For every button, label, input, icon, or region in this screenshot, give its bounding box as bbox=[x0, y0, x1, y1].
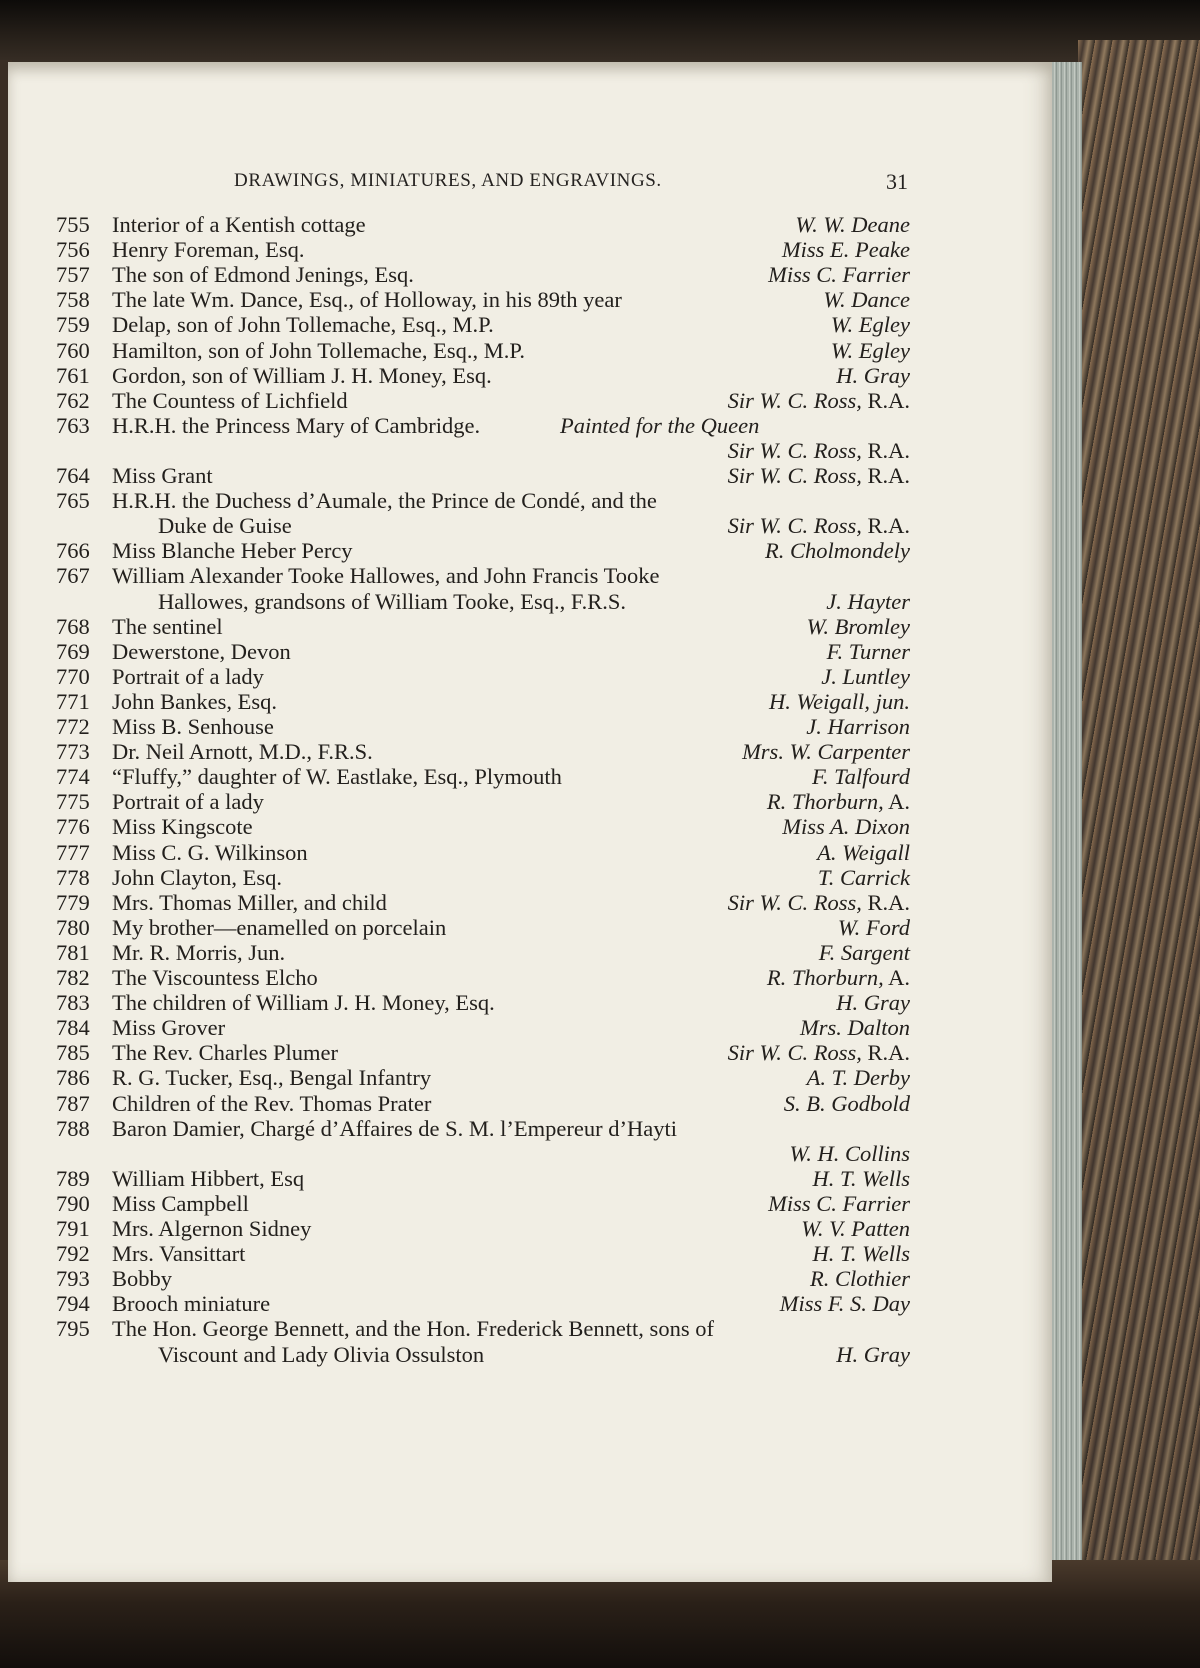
entry-title: Gordon, son of William J. H. Money, Esq. bbox=[112, 362, 492, 388]
artist-suffix: R.A. bbox=[861, 889, 910, 915]
entry-artist bbox=[795, 212, 910, 238]
entry-line bbox=[8, 513, 1052, 539]
entry-artist bbox=[782, 237, 910, 263]
entry-artist bbox=[765, 538, 910, 564]
entry-title-continued: Hallowes, grandsons of William Tooke, Esq., F.R.S. bbox=[158, 588, 626, 614]
entry-artist bbox=[819, 940, 910, 966]
entry-number: 778 bbox=[56, 864, 90, 890]
entry-line bbox=[8, 262, 1052, 288]
artist-name: R. Cholmondely bbox=[765, 538, 910, 564]
artist-name: S. B. Godbold bbox=[783, 1090, 910, 1116]
entry-number: 772 bbox=[56, 714, 90, 739]
entry-artist bbox=[807, 1065, 910, 1091]
entry-artist bbox=[728, 513, 910, 539]
entry-artist bbox=[812, 1241, 910, 1267]
artist-name: W. Ford bbox=[837, 914, 910, 940]
entry-line bbox=[8, 890, 1052, 916]
entry-line bbox=[8, 463, 1052, 489]
entry-number: 787 bbox=[56, 1090, 90, 1116]
entry-note: Painted for the Queen bbox=[560, 412, 760, 438]
entry-line bbox=[8, 1065, 1052, 1091]
artist-name: H. Gray bbox=[836, 990, 910, 1016]
entry-artist bbox=[831, 338, 910, 364]
artist-name: Sir W. C. Ross, bbox=[727, 889, 862, 915]
entry-number: 793 bbox=[56, 1266, 90, 1292]
running-head: DRAWINGS, MINIATURES, AND ENGRAVINGS. bbox=[234, 170, 662, 191]
entry-line bbox=[8, 1342, 1052, 1368]
entry-line bbox=[8, 1141, 1052, 1167]
entry-line bbox=[8, 589, 1052, 615]
entry-line bbox=[8, 363, 1052, 389]
entry-title: The Hon. George Bennett, and the Hon. Frederick Bennett, sons of bbox=[112, 1316, 714, 1342]
entry-title: The Rev. Charles Plumer bbox=[112, 1040, 338, 1066]
artist-name: H. Gray bbox=[836, 1341, 910, 1367]
artist-name: Sir W. C. Ross, bbox=[727, 513, 862, 539]
artist-name: R. Clothier bbox=[810, 1266, 910, 1292]
entry-line bbox=[8, 538, 1052, 564]
artist-suffix: R.A. bbox=[861, 387, 910, 413]
artist-name: W. V. Patten bbox=[801, 1216, 910, 1241]
entry-number: 788 bbox=[56, 1115, 90, 1141]
entry-artist bbox=[767, 965, 910, 991]
entry-number: 758 bbox=[56, 287, 90, 313]
entry-line bbox=[8, 563, 1052, 589]
page-header bbox=[8, 170, 1052, 200]
entry-line bbox=[8, 664, 1052, 690]
artist-name: F. Talfourd bbox=[812, 764, 910, 790]
entry-line bbox=[8, 1091, 1052, 1117]
artist-name: H. Weigall, jun. bbox=[768, 688, 910, 714]
entry-number: 792 bbox=[56, 1241, 90, 1267]
entry-title: Mrs. Algernon Sidney bbox=[112, 1216, 312, 1241]
artist-name: W. Dance bbox=[823, 287, 910, 313]
entry-artist bbox=[768, 262, 910, 288]
artist-name: W. Egley bbox=[830, 312, 910, 338]
entry-title: Miss Campbell bbox=[112, 1190, 249, 1216]
entry-number: 785 bbox=[56, 1040, 90, 1066]
entry-artist bbox=[742, 739, 910, 765]
entry-number: 777 bbox=[56, 839, 90, 865]
entry-number: 757 bbox=[56, 262, 90, 288]
artist-name: A. Weigall bbox=[817, 839, 910, 865]
entry-line bbox=[8, 413, 1052, 439]
entry-title: John Clayton, Esq. bbox=[112, 864, 283, 890]
entry-number: 775 bbox=[56, 789, 90, 815]
entry-artist bbox=[807, 614, 910, 640]
entry-title: My brother—enamelled on porcelain bbox=[112, 914, 447, 940]
entry-title: Portrait of a lady bbox=[112, 663, 264, 689]
entry-title: John Bankes, Esq. bbox=[112, 688, 277, 714]
entry-number: 766 bbox=[56, 538, 90, 564]
entry-number: 764 bbox=[56, 463, 90, 488]
entry-title: The Viscountess Elcho bbox=[112, 965, 318, 990]
artist-name: R. Thorburn, bbox=[766, 965, 884, 990]
artist-suffix: A. bbox=[883, 965, 910, 990]
entry-artist bbox=[728, 1040, 910, 1066]
entry-number: 790 bbox=[56, 1190, 90, 1216]
entry-title: H.R.H. the Duchess d’Aumale, the Prince de Condé, and the bbox=[112, 488, 657, 514]
artist-name: A. T. Derby bbox=[806, 1065, 910, 1091]
entry-artist bbox=[728, 388, 910, 414]
entry-line bbox=[8, 814, 1052, 840]
entry-number: 763 bbox=[56, 412, 90, 438]
entry-line bbox=[8, 388, 1052, 414]
entry-line bbox=[8, 1316, 1052, 1342]
entry-title: Dr. Neil Arnott, M.D., F.R.S. bbox=[112, 739, 373, 765]
artist-suffix: R.A. bbox=[861, 437, 910, 463]
entry-title: Miss Blanche Heber Percy bbox=[112, 538, 353, 564]
entry-number: 774 bbox=[56, 764, 90, 790]
entry-number: 784 bbox=[56, 1015, 90, 1041]
entry-number: 781 bbox=[56, 939, 90, 965]
entry-title: Miss Grant bbox=[112, 463, 213, 488]
artist-name: Sir W. C. Ross, bbox=[727, 387, 862, 413]
artist-name: W. Egley bbox=[830, 337, 910, 363]
artist-name: T. Carrick bbox=[817, 864, 910, 890]
artist-name: Miss C. Farrier bbox=[768, 262, 910, 288]
entry-number: 755 bbox=[56, 212, 90, 237]
entry-line bbox=[8, 940, 1052, 966]
entry-artist bbox=[812, 764, 910, 790]
artist-name: Miss A. Dixon bbox=[782, 814, 910, 840]
marbled-endpaper bbox=[1078, 40, 1200, 1600]
artist-name: W. Bromley bbox=[806, 613, 910, 639]
entry-artist bbox=[769, 689, 910, 715]
entry-artist bbox=[790, 1141, 910, 1167]
entry-line bbox=[8, 338, 1052, 364]
entry-artist bbox=[831, 312, 910, 338]
entry-line bbox=[8, 212, 1052, 238]
entry-number: 771 bbox=[56, 688, 90, 714]
entry-line bbox=[8, 990, 1052, 1016]
entry-line bbox=[8, 312, 1052, 338]
artist-suffix: A. bbox=[883, 789, 910, 815]
entry-title: Baron Damier, Chargé d’Affaires de S. M. l’Empereur d’Hayti bbox=[112, 1115, 677, 1141]
entry-artist bbox=[821, 664, 910, 690]
entry-title: Mrs. Vansittart bbox=[112, 1241, 246, 1267]
artist-name: J. Luntley bbox=[821, 663, 910, 689]
entry-line bbox=[8, 865, 1052, 891]
entry-artist bbox=[836, 990, 910, 1016]
entry-title: R. G. Tucker, Esq., Bengal Infantry bbox=[112, 1065, 432, 1091]
entry-title: The children of William J. H. Money, Esq. bbox=[112, 990, 495, 1016]
entry-number: 769 bbox=[56, 638, 90, 664]
entry-artist bbox=[767, 789, 910, 815]
entry-line bbox=[8, 689, 1052, 715]
entry-line bbox=[8, 1015, 1052, 1041]
entry-line bbox=[8, 1291, 1052, 1317]
entry-line bbox=[8, 965, 1052, 991]
entry-artist bbox=[784, 1091, 910, 1117]
entry-title: Miss C. G. Wilkinson bbox=[112, 839, 308, 865]
entry-number: 759 bbox=[56, 312, 90, 338]
artist-name: Mrs. W. Carpenter bbox=[742, 739, 910, 765]
artist-name: H. T. Wells bbox=[812, 1165, 910, 1191]
entry-title: H.R.H. the Princess Mary of Cambridge. bbox=[112, 412, 481, 438]
artist-name: F. Sargent bbox=[818, 939, 910, 965]
entry-title: Dewerstone, Devon bbox=[112, 638, 291, 664]
entry-artist bbox=[806, 714, 910, 740]
entry-title: Children of the Rev. Thomas Prater bbox=[112, 1090, 432, 1116]
artist-name: Miss C. Farrier bbox=[768, 1190, 910, 1216]
entry-number: 782 bbox=[56, 965, 90, 990]
entry-title: The late Wm. Dance, Esq., of Holloway, in his 89th year bbox=[112, 287, 622, 313]
entry-title: Delap, son of John Tollemache, Esq., M.P. bbox=[112, 312, 494, 338]
artist-name: H. T. Wells bbox=[812, 1241, 910, 1267]
entry-line bbox=[8, 438, 1052, 464]
artist-name: W. H. Collins bbox=[789, 1140, 910, 1166]
entry-title: Mr. R. Morris, Jun. bbox=[112, 939, 286, 965]
entry-line bbox=[8, 1266, 1052, 1292]
entry-artist bbox=[801, 1216, 910, 1242]
artist-name: J. Harrison bbox=[806, 714, 910, 739]
entry-number: 765 bbox=[56, 488, 90, 514]
entry-artist bbox=[836, 1342, 910, 1368]
entry-line bbox=[8, 1040, 1052, 1066]
entry-title: William Alexander Tooke Hallowes, and John Francis Tooke bbox=[112, 563, 660, 589]
entry-title: The son of Edmond Jenings, Esq. bbox=[112, 262, 414, 288]
entry-number: 776 bbox=[56, 814, 90, 840]
entry-artist bbox=[838, 915, 910, 941]
entry-artist bbox=[823, 287, 910, 313]
entry-title: “Fluffy,” daughter of W. Eastlake, Esq., Plymouth bbox=[112, 764, 562, 790]
entry-number: 786 bbox=[56, 1065, 90, 1091]
entry-title: Mrs. Thomas Miller, and child bbox=[112, 889, 387, 915]
entry-number: 768 bbox=[56, 613, 90, 639]
entry-artist bbox=[812, 1166, 910, 1192]
entry-title: Miss B. Senhouse bbox=[112, 714, 274, 739]
entry-number: 770 bbox=[56, 663, 90, 689]
entry-artist bbox=[836, 363, 910, 389]
entry-number: 761 bbox=[56, 362, 90, 388]
artist-name: J. Hayter bbox=[826, 588, 910, 614]
entry-title: Hamilton, son of John Tollemache, Esq., M.P. bbox=[112, 337, 525, 363]
artist-name: F. Turner bbox=[826, 638, 910, 664]
entry-number: 780 bbox=[56, 914, 90, 940]
entry-title: Portrait of a lady bbox=[112, 789, 264, 815]
page-number: 31 bbox=[886, 169, 908, 194]
entry-line bbox=[8, 1166, 1052, 1192]
entry-line bbox=[8, 1216, 1052, 1242]
entry-artist bbox=[800, 1015, 910, 1041]
entry-number: 767 bbox=[56, 563, 90, 589]
entry-number: 773 bbox=[56, 739, 90, 765]
entry-title: Miss Grover bbox=[112, 1015, 226, 1041]
entry-line bbox=[8, 237, 1052, 263]
entry-artist bbox=[728, 438, 910, 464]
entry-line bbox=[8, 639, 1052, 665]
entry-title-continued: Viscount and Lady Olivia Ossulston bbox=[158, 1341, 485, 1367]
entry-title: Bobby bbox=[112, 1266, 173, 1292]
entry-number: 783 bbox=[56, 990, 90, 1016]
entry-line bbox=[8, 1241, 1052, 1267]
entry-line bbox=[8, 915, 1052, 941]
entry-artist bbox=[818, 865, 910, 891]
entry-artist bbox=[728, 890, 910, 916]
entry-title: Interior of a Kentish cottage bbox=[112, 212, 366, 237]
entry-line bbox=[8, 764, 1052, 790]
page-block-edge bbox=[1048, 62, 1082, 1582]
entry-title: The sentinel bbox=[112, 613, 223, 639]
entry-line bbox=[8, 840, 1052, 866]
entry-artist bbox=[817, 840, 910, 866]
artist-name: Sir W. C. Ross, bbox=[727, 437, 862, 463]
artist-name: Sir W. C. Ross, bbox=[727, 463, 862, 488]
entry-line bbox=[8, 1191, 1052, 1217]
entry-line bbox=[8, 739, 1052, 765]
entry-title: Henry Foreman, Esq. bbox=[112, 237, 305, 263]
artist-name: R. Thorburn, bbox=[766, 789, 884, 815]
entry-number: 795 bbox=[56, 1316, 90, 1342]
entry-line bbox=[8, 287, 1052, 313]
artist-suffix: R.A. bbox=[861, 463, 910, 488]
entry-title: William Hibbert, Esq bbox=[112, 1165, 305, 1191]
artist-suffix: R.A. bbox=[861, 1040, 910, 1066]
entry-artist bbox=[728, 463, 910, 489]
entry-line bbox=[8, 614, 1052, 640]
entry-title: Brooch miniature bbox=[112, 1291, 271, 1317]
entry-number: 762 bbox=[56, 387, 90, 413]
entry-line bbox=[8, 789, 1052, 815]
artist-name: Miss E. Peake bbox=[781, 237, 910, 263]
entry-line bbox=[8, 488, 1052, 514]
entry-line bbox=[8, 714, 1052, 740]
catalogue-page bbox=[8, 62, 1052, 1582]
entry-title: The Countess of Lichfield bbox=[112, 387, 348, 413]
artist-name: Miss F. S. Day bbox=[779, 1291, 910, 1317]
entry-artist bbox=[827, 639, 910, 665]
entry-number: 789 bbox=[56, 1165, 90, 1191]
entry-artist bbox=[782, 814, 910, 840]
entry-number: 791 bbox=[56, 1216, 90, 1241]
artist-name: Mrs. Dalton bbox=[799, 1015, 910, 1041]
entry-title-continued: Duke de Guise bbox=[158, 513, 292, 539]
entry-line bbox=[8, 1116, 1052, 1142]
entry-number: 756 bbox=[56, 237, 90, 263]
entry-title: Miss Kingscote bbox=[112, 814, 253, 840]
entry-artist bbox=[780, 1291, 910, 1317]
entry-number: 794 bbox=[56, 1291, 90, 1317]
entry-number: 779 bbox=[56, 889, 90, 915]
entry-number: 760 bbox=[56, 337, 90, 363]
entry-artist bbox=[826, 589, 910, 615]
book-cover-top bbox=[0, 0, 1200, 70]
artist-name: W. W. Deane bbox=[795, 212, 910, 237]
entry-artist bbox=[810, 1266, 910, 1292]
entry-artist bbox=[768, 1191, 910, 1217]
artist-name: Sir W. C. Ross, bbox=[727, 1040, 862, 1066]
artist-suffix: R.A. bbox=[861, 513, 910, 539]
artist-name: H. Gray bbox=[836, 362, 910, 388]
